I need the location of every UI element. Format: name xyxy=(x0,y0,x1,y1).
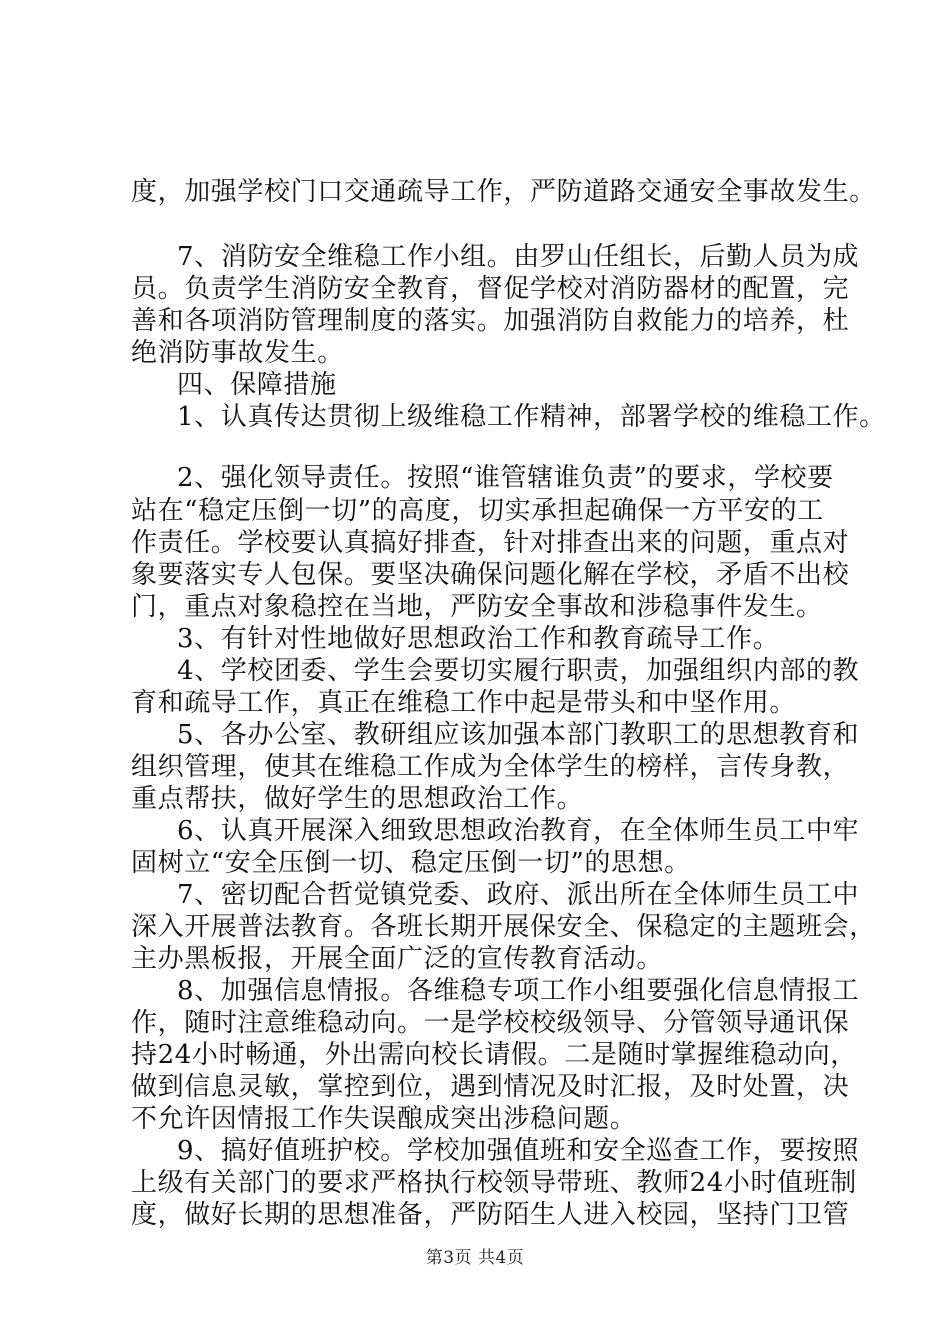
paragraph-line: 员。负责学生消防安全教育，督促学校对消防器材的配置，完 xyxy=(131,274,850,304)
section-heading: 四、保障措施 xyxy=(177,370,337,400)
paragraph-line: 善和各项消防管理制度的落实。加强消防自救能力的培养，杜 xyxy=(131,306,850,336)
paragraph-line: 作，随时注意维稳动向。一是学校校级领导、分管领导通讯保 xyxy=(131,1008,850,1038)
paragraph-line: 5、各办公室、教研组应该加强本部门教职工的思想教育和 xyxy=(177,720,860,750)
page-number-footer: 第3页 共4页 xyxy=(425,1248,525,1268)
paragraph-line: 门，重点对象稳控在当地，严防安全事故和涉稳事件发生。 xyxy=(131,592,823,622)
paragraph-line: 度，加强学校门口交通疏导工作，严防道路交通安全事故发生。 xyxy=(131,177,876,207)
paragraph-line: 上级有关部门的要求严格执行校领导带班、教师24小时值班制 xyxy=(131,1168,857,1198)
paragraph-line: 3、有针对性地做好思想政治工作和教育疏导工作。 xyxy=(177,624,780,654)
paragraph-line: 站在“稳定压倒一切”的高度，切实承担起确保一方平安的工 xyxy=(131,496,824,526)
paragraph-line: 6、认真开展深入细致思想政治教育，在全体师生员工中牢 xyxy=(177,816,860,846)
paragraph-line: 7、密切配合哲觉镇党委、政府、派出所在全体师生员工中 xyxy=(177,880,860,910)
paragraph-line: 2、强化领导责任。按照“谁管辖谁负责”的要求，学校要 xyxy=(177,463,834,493)
paragraph-line: 重点帮扶，做好学生的思想政治工作。 xyxy=(131,784,584,814)
paragraph-line: 1、认真传达贯彻上级维稳工作精神，部署学校的维稳工作。 xyxy=(177,402,886,432)
paragraph-line: 7、消防安全维稳工作小组。由罗山任组长，后勤人员为成 xyxy=(177,242,860,272)
paragraph-line: 不允许因情报工作失误酿成突出涉稳问题。 xyxy=(131,1104,637,1134)
paragraph-line: 主办黑板报，开展全面广泛的宣传教育活动。 xyxy=(131,944,664,974)
paragraph-line: 作责任。学校要认真搞好排查，针对排查出来的问题，重点对 xyxy=(131,528,850,558)
paragraph-line: 4、学校团委、学生会要切实履行职责，加强组织内部的教 xyxy=(177,656,860,686)
paragraph-line: 绝消防事故发生。 xyxy=(131,338,344,368)
paragraph-line: 育和疏导工作，真正在维稳工作中起是带头和中坚作用。 xyxy=(131,688,797,718)
paragraph-line: 8、加强信息情报。各维稳专项工作小组要强化信息情报工 xyxy=(177,976,860,1006)
paragraph-line: 深入开展普法教育。各班长期开展保安全、保稳定的主题班会， xyxy=(131,912,876,942)
paragraph-line: 组织管理，使其在维稳工作成为全体学生的榜样，言传身教， xyxy=(131,752,850,782)
paragraph-line: 度，做好长期的思想准备，严防陌生人进入校园，坚持门卫管 xyxy=(131,1200,850,1230)
paragraph-line: 做到信息灵敏，掌控到位，遇到情况及时汇报，及时处置，决 xyxy=(131,1072,850,1102)
paragraph-line: 固树立“安全压倒一切、稳定压倒一切”的思想。 xyxy=(131,848,691,878)
paragraph-line: 象要落实专人包保。要坚决确保问题化解在学校，矛盾不出校 xyxy=(131,560,850,590)
paragraph-line: 持24小时畅通，外出需向校长请假。二是随时掌握维稳动向， xyxy=(131,1040,857,1070)
paragraph-line: 9、搞好值班护校。学校加强值班和安全巡查工作，要按照 xyxy=(177,1136,860,1166)
